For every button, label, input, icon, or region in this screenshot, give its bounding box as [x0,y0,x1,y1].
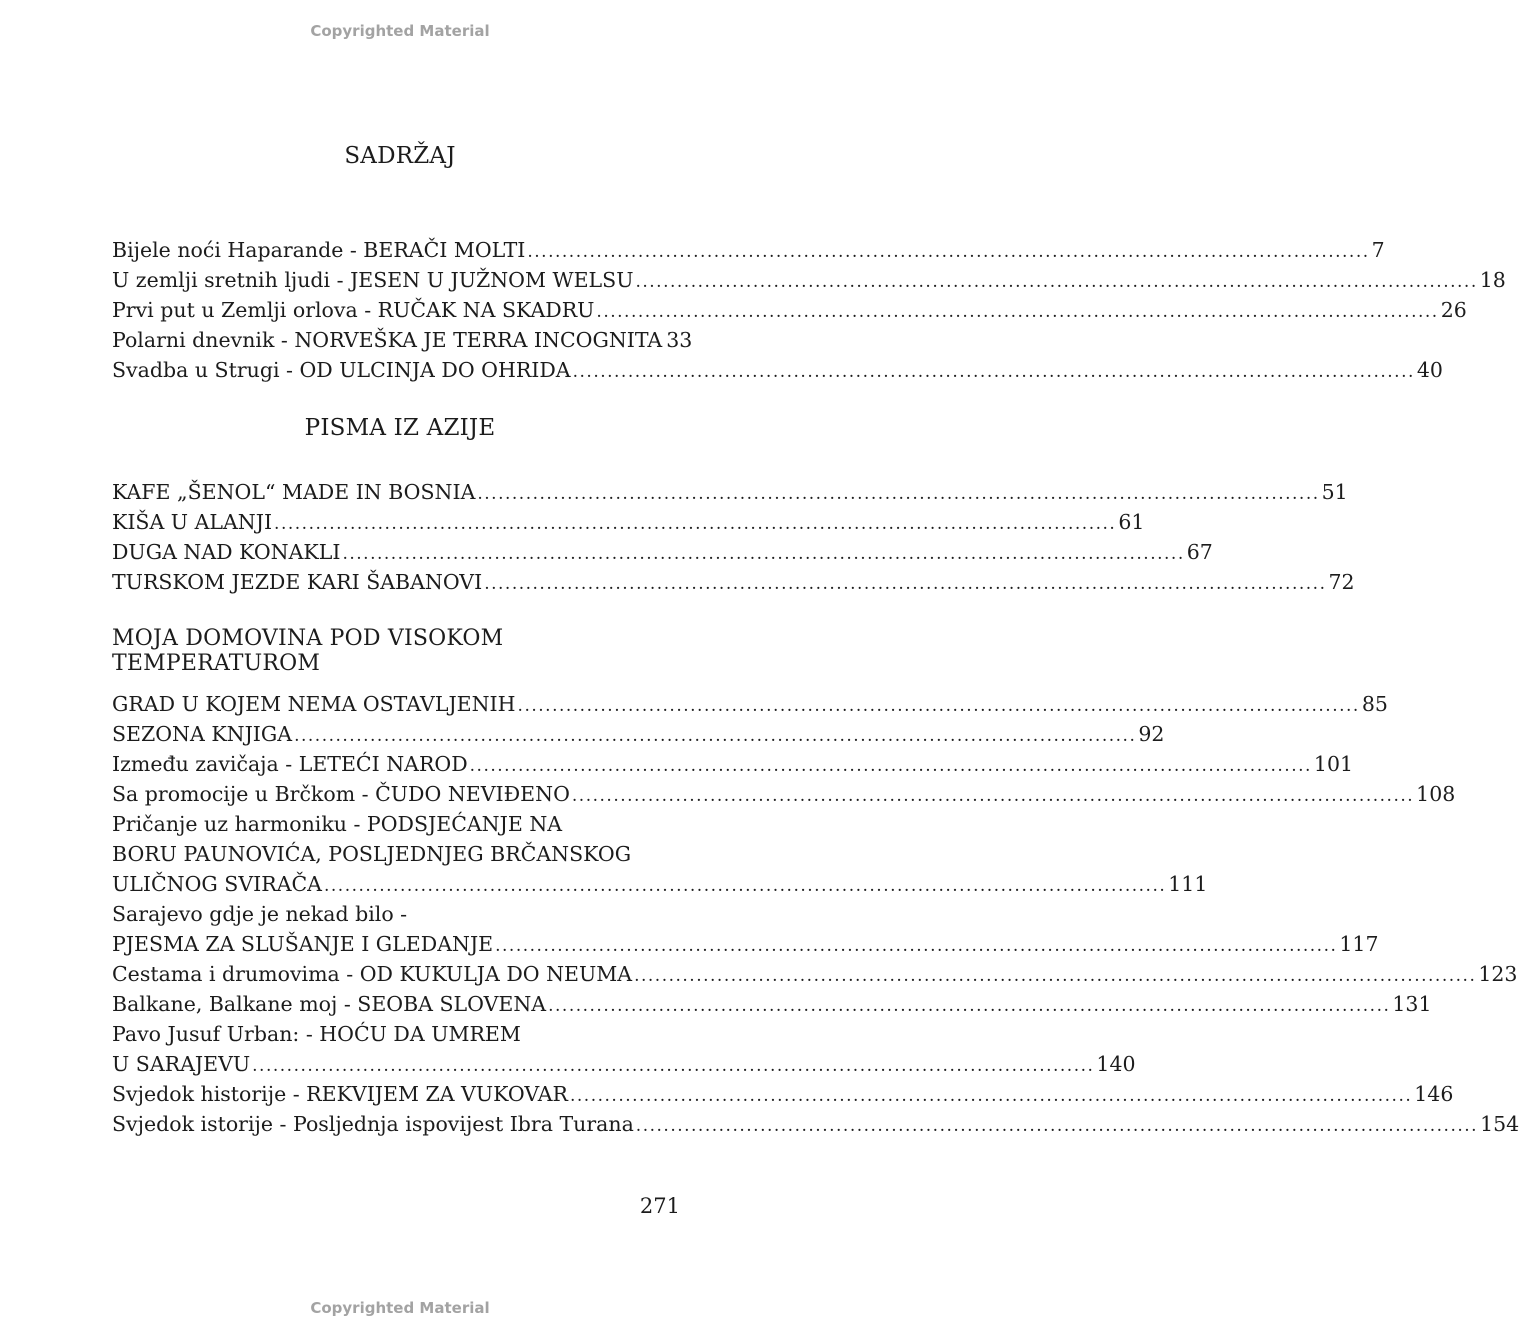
toc-entry-page: 40 [1416,358,1443,382]
toc-leader-dots: .......................................................................................................................... [517,696,1360,716]
toc-leader-dots: .......................................................................................................................... [635,272,1478,292]
toc-entry-title: Cestama i drumovima - OD KUKULJA DO NEUMA [112,962,633,986]
toc-entry [112,295,1467,325]
toc-entry-page: 33 [666,328,693,352]
toc-entry-title: U zemlji sretnih ljudi - JESEN U JUŽNOM WELSU [112,268,634,292]
toc-entry-line [112,899,680,929]
toc-entry-page: 92 [1138,722,1165,746]
toc-entry [112,749,1354,779]
toc-leader-dots: .......................................................................................................................... [252,1056,1095,1076]
toc-leader-dots: .......................................................................................................................... [469,756,1312,776]
toc-leader-dots: .......................................................................................................................... [634,966,1477,986]
toc-entry-title: Svjedok istorije - Posljednja ispovijest Ibra Turana [112,1112,634,1136]
toc-entry-line [112,839,680,869]
toc-entry-line [112,1019,680,1049]
toc-entry [112,989,1432,1019]
toc-leader-dots: .......................................................................................................................... [342,544,1185,564]
toc-entry-title: Prvi put u Zemlji orlova - RUČAK NA SKADRU [112,298,595,322]
toc-entry-title: Sa promocije u Brčkom - ČUDO NEVIĐENO [112,782,570,806]
toc-entry [112,689,1388,719]
toc-entry [112,235,1385,265]
toc-leader-dots: .......................................................................................................................... [477,484,1320,504]
section-heading: PISMA IZ AZIJE [304,415,496,441]
toc-entry [112,779,1456,809]
toc-entry-page: 123 [1478,962,1518,986]
toc-entry-page: 18 [1479,268,1506,292]
toc-entry [112,959,1518,989]
toc-entry [112,355,1443,385]
toc-entry-page: 140 [1096,1052,1136,1076]
toc-leader-dots: .......................................................................................................................... [294,726,1137,746]
page-title: SADRŽAJ [344,143,456,169]
toc-entry [112,265,1506,295]
toc-entry-title: KIŠA U ALANJI [112,510,273,534]
toc-entry [112,1049,1136,1079]
toc-entry-title: GRAD U KOJEM NEMA OSTAVLJENIH [112,692,516,716]
toc-entry [112,325,693,355]
toc-entry [112,567,1355,597]
toc-entry [112,869,1208,899]
toc-entry [112,537,1213,567]
toc-entry [112,477,1348,507]
toc-entry [112,1109,1519,1139]
toc-entry-page: 131 [1392,992,1432,1016]
toc-leader-dots: .......................................................................................................................... [495,936,1338,956]
toc-entry-page: 101 [1313,752,1354,776]
toc-entry [112,507,1145,537]
toc-entry-title: PJESMA ZA SLUŠANJE I GLEDANJE [112,932,494,956]
toc-entry-line [112,809,680,839]
watermark-bottom: Copyrighted Material [310,1299,490,1317]
toc-entry [112,1079,1454,1109]
toc-entry-title: ULIČNOG SVIRAČA [112,872,322,896]
section-heading: MOJA DOMOVINA POD VISOKOM TEMPERATUROM [112,626,504,676]
toc-entry-page: 26 [1440,298,1467,322]
toc-entry [112,719,1165,749]
toc-leader-dots: .......................................................................................................................... [274,514,1117,534]
toc-entry-page: 146 [1414,1082,1454,1106]
watermark-top: Copyrighted Material [310,22,490,40]
toc-entry-title: Polarni dnevnik - NORVEŠKA JE TERRA INCOGNITA [112,328,663,352]
toc-leader-dots: .......................................................................................................................... [548,996,1391,1016]
toc-entry-title: Pričanje uz harmoniku - PODSJEĆANJE NA [112,812,563,836]
toc-entry-title: DUGA NAD KONAKLI [112,540,341,564]
toc-leader-dots: .......................................................................................................................... [571,786,1415,806]
toc-leader-dots: .......................................................................................................................... [527,242,1370,262]
toc-entry-page: 72 [1328,570,1355,594]
toc-entry-title: Bijele noći Haparande - BERAČI MOLTI [112,238,526,262]
toc-entry-title: SEZONA KNJIGA [112,722,293,746]
toc-entry-title: Svadba u Strugi - OD ULCINJA DO OHRIDA [112,358,571,382]
page-number: 271 [639,1194,680,1218]
toc-entry-page: 111 [1168,872,1208,896]
toc-entry-page: 85 [1361,692,1388,716]
toc-entry-page: 67 [1186,540,1213,564]
toc-entry-page: 61 [1118,510,1145,534]
toc-entry-title: Između zavičaja - LETEĆI NAROD [112,752,468,776]
toc-leader-dots: .......................................................................................................................... [324,876,1167,896]
toc-leader-dots: .......................................................................................................................... [572,362,1415,382]
toc-leader-dots: .......................................................................................................................... [484,574,1327,594]
toc-entry-title: KAFE „ŠENOL“ MADE IN BOSNIA [112,480,476,504]
toc-leader-dots: .......................................................................................................................... [596,302,1439,322]
toc-entry-title: TURSKOM JEZDE KARI ŠABANOVI [112,570,483,594]
toc-entry [112,929,1379,959]
toc-entry-page: 51 [1321,480,1348,504]
toc-entry-page: 108 [1416,782,1456,806]
toc-leader-dots: .......................................................................................................................... [570,1086,1413,1106]
toc-leader-dots: .......................................................................................................................... [635,1116,1479,1136]
toc-entry-title: Pavo Jusuf Urban: - HOĆU DA UMREM [112,1022,521,1046]
toc-entry-title: Sarajevo gdje je nekad bilo - [112,902,408,926]
toc-entry-title: U SARAJEVU [112,1052,251,1076]
toc-entry-title: Balkane, Balkane moj - SEOBA SLOVENA [112,992,547,1016]
toc-entry-page: 7 [1371,238,1385,262]
toc-entry-title: Svjedok historije - REKVIJEM ZA VUKOVAR [112,1082,568,1106]
toc-entry-page: 154 [1480,1112,1519,1136]
toc-entry-page: 117 [1339,932,1379,956]
toc-entry-title: BORU PAUNOVIĆA, POSLJEDNJEG BRČANSKOG [112,842,632,866]
